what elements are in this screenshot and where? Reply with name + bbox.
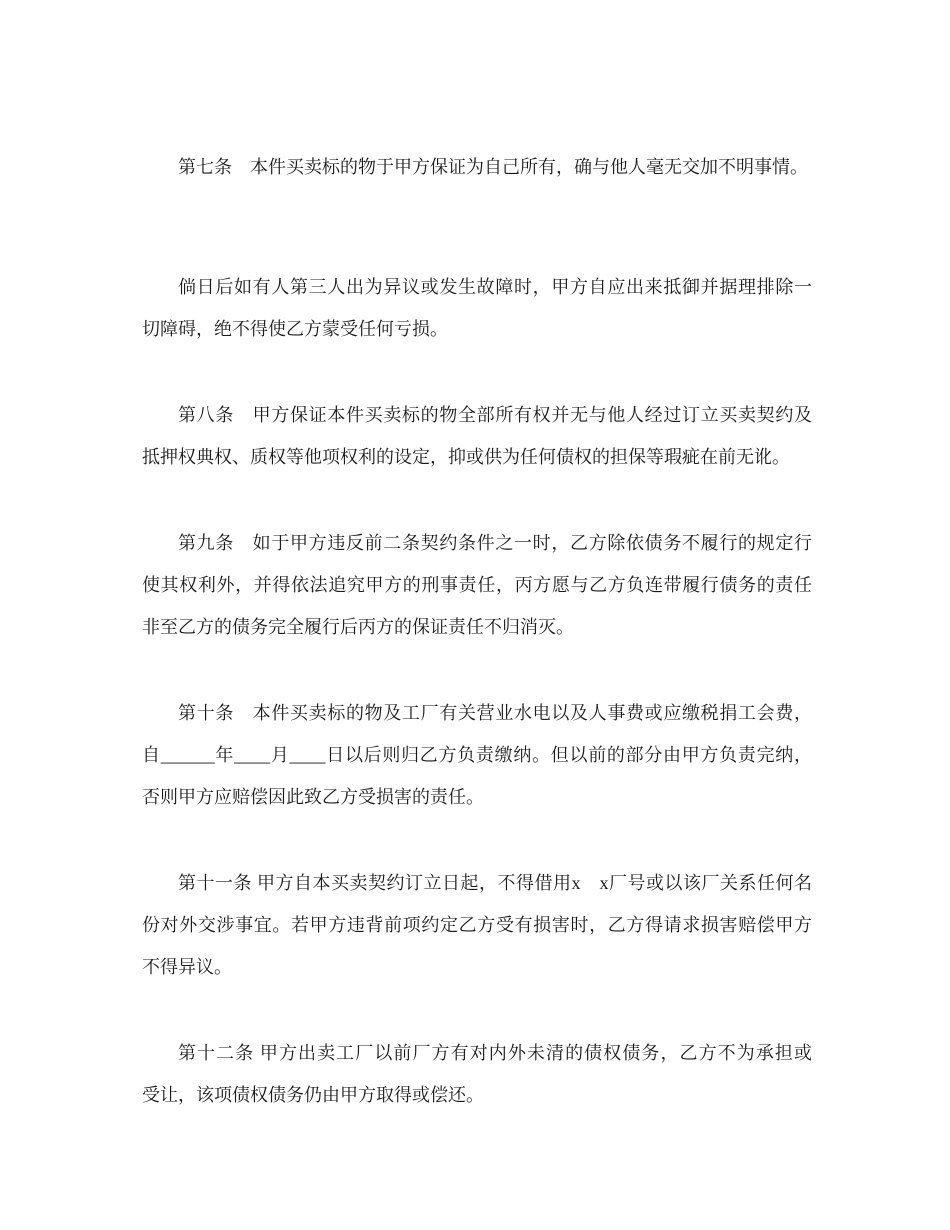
paragraph-line: 不得异议。 [142,957,232,977]
paragraph-line: 第七条 本件买卖标的物于甲方保证为自己所有，确与他人毫无交加不明事情。 [178,157,808,177]
paragraph-line: 自______年____月____日以后则归乙方负责缴纳。但以前的部分由甲方负责完纳， [142,745,812,765]
paragraph-line: 切障碍，绝不得使乙方蒙受任何亏损。 [142,319,448,339]
paragraph-line: 第八条 甲方保证本件买卖标的物全部所有权并无与他人经过订立买卖契约及 [178,405,812,425]
paragraph-line: 倘日后如有人第三人出为异议或发生故障时，甲方自应出来抵御并据理排除一 [178,277,812,297]
clause-10-paragraph [142,692,812,818]
clause-12-paragraph [142,1032,812,1116]
paragraph-line: 使其权利外，并得依法追究甲方的刑事责任，丙方愿与乙方负连带履行债务的责任 [142,575,812,595]
paragraph-line: 抵押权典权、质权等他项权利的设定，抑或供为任何债权的担保等瑕疵在前无讹。 [142,447,790,467]
paragraph-line: 受让，该项债权债务仍由甲方取得或偿还。 [142,1085,484,1105]
paragraph-line: 份对外交涉事宜。若甲方违背前项约定乙方受有损害时，乙方得请求损害赔偿甲方 [142,915,812,935]
clause-8-paragraph [142,394,812,478]
clause-7-continuation-paragraph [142,266,812,350]
paragraph-line: 第十二条 甲方出卖工厂以前厂方有对内外未清的债权债务，乙方不为承担或 [178,1043,812,1063]
paragraph-line: 否则甲方应赔偿因此致乙方受损害的责任。 [142,787,484,807]
clause-7-paragraph [142,146,812,188]
paragraph-line: 非至乙方的债务完全履行后丙方的保证责任不归消灭。 [142,617,574,637]
clause-11-paragraph [142,862,812,988]
paragraph-line: 第十一条 甲方自本买卖契约订立日起，不得借用x x厂号或以该厂关系任何名 [178,873,812,893]
paragraph-line: 第九条 如于甲方违反前二条契约条件之一时，乙方除依债务不履行的规定行 [178,533,812,553]
contract-body [142,146,812,1116]
paragraph-line: 第十条 本件买卖标的物及工厂有关营业水电以及人事费或应缴税捐工会费， [178,703,812,723]
clause-9-paragraph [142,522,812,648]
